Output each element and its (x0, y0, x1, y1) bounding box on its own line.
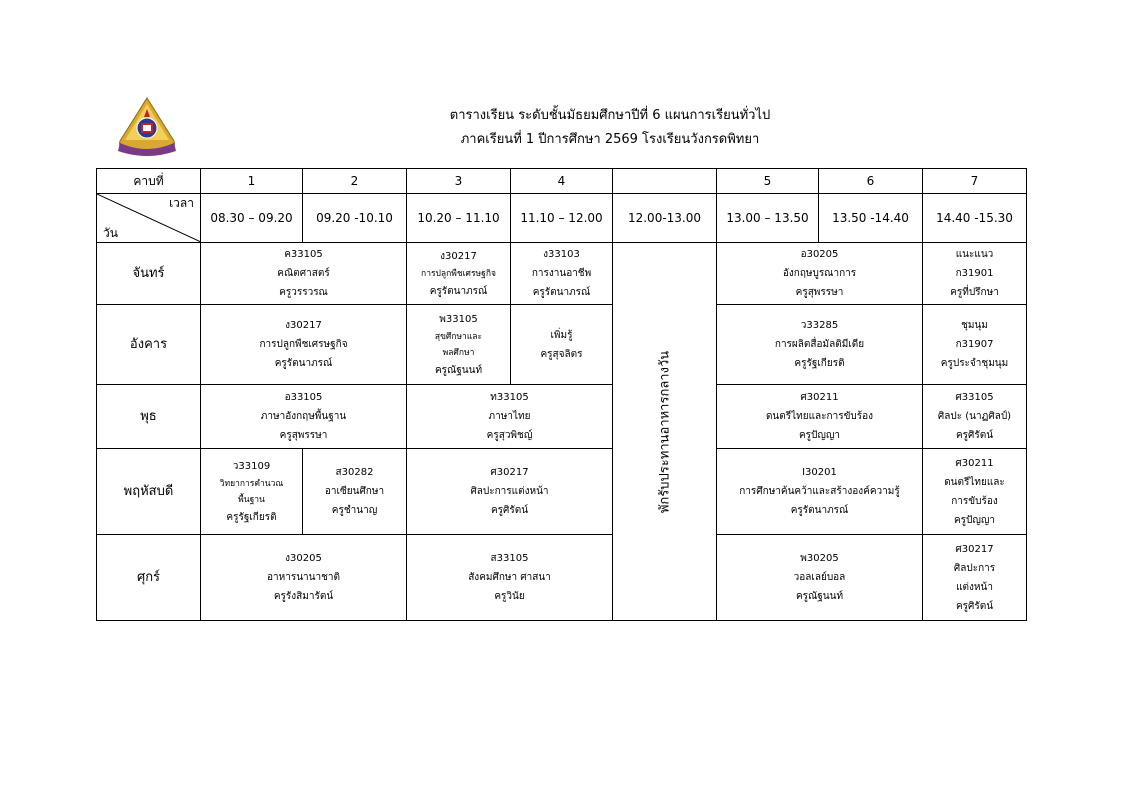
teacher-name: ครูปัญญา (953, 514, 996, 526)
course-code: ง33103 (543, 249, 580, 260)
course-code: ส30282 (335, 467, 374, 478)
day-name: พุธ (97, 385, 201, 449)
course-name: สังคมศึกษา ศาสนา (468, 572, 551, 583)
class-cell (923, 449, 1027, 535)
class-cell (923, 305, 1027, 385)
class-cell (201, 385, 407, 449)
page-subtitle: ภาคเรียนที่ 1 ปีการศึกษา 2569 โรงเรียนวังกรดพิทยา (460, 132, 760, 147)
teacher-name: ครูศิรัตน์ (955, 430, 994, 441)
teacher-name: ครูวรรวรณ (279, 287, 328, 298)
course-name: ศิลปะการแต่งหน้า (470, 486, 549, 497)
course-name: อังกฤษบูรณาการ (782, 268, 857, 279)
page-title: ตารางเรียน ระดับชั้นมัธยมศึกษาปีที่ 6 แผนการเรียนทั่วไป (449, 108, 771, 123)
period-number: 1 (201, 169, 303, 194)
course-name: สุขศึกษาและ (434, 331, 483, 342)
time-slot: 13.50 -14.40 (819, 194, 923, 243)
class-cell (201, 243, 407, 305)
class-cell (511, 305, 613, 385)
day-name: อังคาร (97, 305, 201, 385)
teacher-name: ครูปัญญา (798, 430, 841, 441)
period-number: 7 (923, 169, 1027, 194)
course-name: เพิ่มรู้ (550, 329, 573, 341)
course-name: ศิลปะการ (953, 562, 996, 574)
teacher-name: ครูชำนาญ (331, 505, 378, 516)
class-cell (717, 535, 923, 621)
teacher-name: ครูรัฐเกียรติ (794, 358, 845, 369)
time-slot: 08.30 – 09.20 (201, 194, 303, 243)
class-cell (407, 305, 511, 385)
period-number: 5 (717, 169, 819, 194)
course-name: วอลเลย์บอล (793, 572, 846, 583)
course-code: ง30217 (285, 320, 322, 331)
course-name: ภาษาไทย (488, 411, 531, 422)
day-row-wednesday (97, 385, 1027, 449)
teacher-name: ครูณัฐนนท์ (795, 591, 844, 602)
course-code: อ30205 (800, 249, 839, 260)
course-code: ศ30211 (800, 392, 839, 403)
course-name: อาเซียนศึกษา (324, 486, 385, 497)
teacher-name: ครูรัตนาภรณ์ (274, 358, 333, 369)
course-name-cont: พื้นฐาน (238, 494, 265, 505)
course-name-cont: พลศึกษา (442, 347, 475, 358)
class-cell (407, 449, 613, 535)
course-name: ดนตรีไทยและการขับร้อง (765, 411, 874, 422)
teacher-name: ครูที่ปรึกษา (950, 287, 999, 298)
course-name: การงานอาชีพ (531, 268, 592, 279)
course-name: ก31907 (955, 339, 994, 350)
teacher-name: ครูสุพรรษา (279, 430, 328, 441)
corner-cell (97, 194, 201, 243)
course-code: ท33105 (490, 392, 529, 403)
period-label: คาบที่ (97, 169, 201, 194)
course-code: พ33105 (439, 313, 478, 325)
teacher-name: ครูรัตนาภรณ์ (532, 287, 591, 298)
course-name: การปลูกพืชเศรษฐกิจ (259, 339, 348, 350)
class-cell (717, 449, 923, 535)
time-slot: 11.10 – 12.00 (511, 194, 613, 243)
course-code: ง30217 (440, 250, 477, 262)
period-number-lunch (613, 169, 717, 194)
course-code: อ33105 (284, 392, 323, 403)
school-logo (112, 97, 182, 161)
lunch-break-label: พักรับประทานอาหารกลางวัน (657, 350, 672, 513)
course-name: ก31901 (955, 268, 994, 279)
day-name: จันทร์ (97, 243, 201, 305)
course-code: ค33105 (284, 249, 323, 260)
day-row-tuesday (97, 305, 1027, 385)
class-cell (201, 305, 407, 385)
day-row-friday (97, 535, 1027, 621)
course-name: ภาษาอังกฤษพื้นฐาน (260, 411, 347, 422)
period-number: 4 (511, 169, 613, 194)
time-slot: 14.40 -15.30 (923, 194, 1027, 243)
teacher-name: ครูวินัย (494, 591, 525, 602)
teacher-name: ครูรังสิมารัตน์ (273, 591, 334, 602)
class-cell (201, 535, 407, 621)
course-name: การศึกษาค้นคว้าและสร้างองค์ความรู้ (739, 486, 900, 497)
time-slot-lunch: 12.00-13.00 (613, 194, 717, 243)
course-code: ศ33105 (955, 392, 994, 403)
period-header-row (97, 169, 1027, 194)
teacher-name: ครูสุพรรษา (795, 287, 844, 298)
period-number: 6 (819, 169, 923, 194)
class-cell (407, 535, 613, 621)
timetable (96, 168, 1027, 621)
teacher-name: ครูรัฐเกียรติ (226, 511, 277, 523)
period-number: 3 (407, 169, 511, 194)
teacher-name: ครูศิรัตน์ (490, 505, 529, 516)
course-code: ว33285 (800, 320, 839, 331)
class-cell (407, 243, 511, 305)
lunch-break-cell (613, 243, 717, 621)
teacher-name: ครูสุจลิตร (540, 348, 583, 360)
teacher-name: ครูณัฐนนท์ (434, 364, 483, 376)
course-code: ส33105 (490, 553, 529, 564)
course-name: อาหารนานาชาติ (267, 572, 340, 583)
class-cell (923, 243, 1027, 305)
class-cell (717, 305, 923, 385)
course-code: ว33109 (232, 460, 271, 472)
class-cell (923, 385, 1027, 449)
class-cell (407, 385, 613, 449)
course-name: คณิตศาสตร์ (277, 268, 330, 279)
time-slot: 10.20 – 11.10 (407, 194, 511, 243)
class-cell (511, 243, 613, 305)
teacher-name: ครูศิรัตน์ (955, 600, 994, 612)
time-header-row (97, 194, 1027, 243)
day-row-thursday (97, 449, 1027, 535)
course-name: ดนตรีไทยและ (944, 476, 1005, 488)
course-code: แนะแนว (955, 249, 994, 260)
course-name-cont: การขับร้อง (951, 495, 998, 507)
teacher-name: ครูรัตนาภรณ์ (790, 505, 849, 516)
teacher-name: ครูรัตนาภรณ์ (429, 285, 488, 297)
period-number: 2 (303, 169, 407, 194)
course-code: ชุมนุม (961, 320, 988, 331)
class-cell (303, 449, 407, 535)
time-label: เวลา (169, 196, 194, 210)
course-code: ศ30217 (490, 467, 529, 478)
class-cell (717, 243, 923, 305)
course-code: ง30205 (285, 553, 322, 564)
course-code: ศ30217 (955, 543, 994, 555)
time-slot: 13.00 – 13.50 (717, 194, 819, 243)
teacher-name: ครูประจำชุมนุม (940, 358, 1009, 369)
day-row-monday (97, 243, 1027, 305)
course-name: ศิลปะ (นาฏศิลป์) (937, 411, 1012, 422)
course-name: วิทยาการคำนวณ (219, 478, 284, 489)
day-name: ศุกร์ (97, 535, 201, 621)
course-code: พ30205 (800, 553, 839, 564)
class-cell (201, 449, 303, 535)
day-name: พฤหัสบดี (97, 449, 201, 535)
day-label: วัน (103, 226, 118, 240)
class-cell (717, 385, 923, 449)
course-code: ศ30211 (955, 457, 994, 469)
time-slot: 09.20 -10.10 (303, 194, 407, 243)
teacher-name: ครูสุวพิชญ์ (486, 430, 533, 441)
class-cell (923, 535, 1027, 621)
course-name: การผลิตสื่อมัลติมีเดีย (774, 339, 865, 350)
course-code: I30201 (802, 467, 837, 478)
course-name: การปลูกพืชเศรษฐกิจ (421, 268, 496, 279)
course-name-cont: แต่งหน้า (956, 581, 993, 593)
